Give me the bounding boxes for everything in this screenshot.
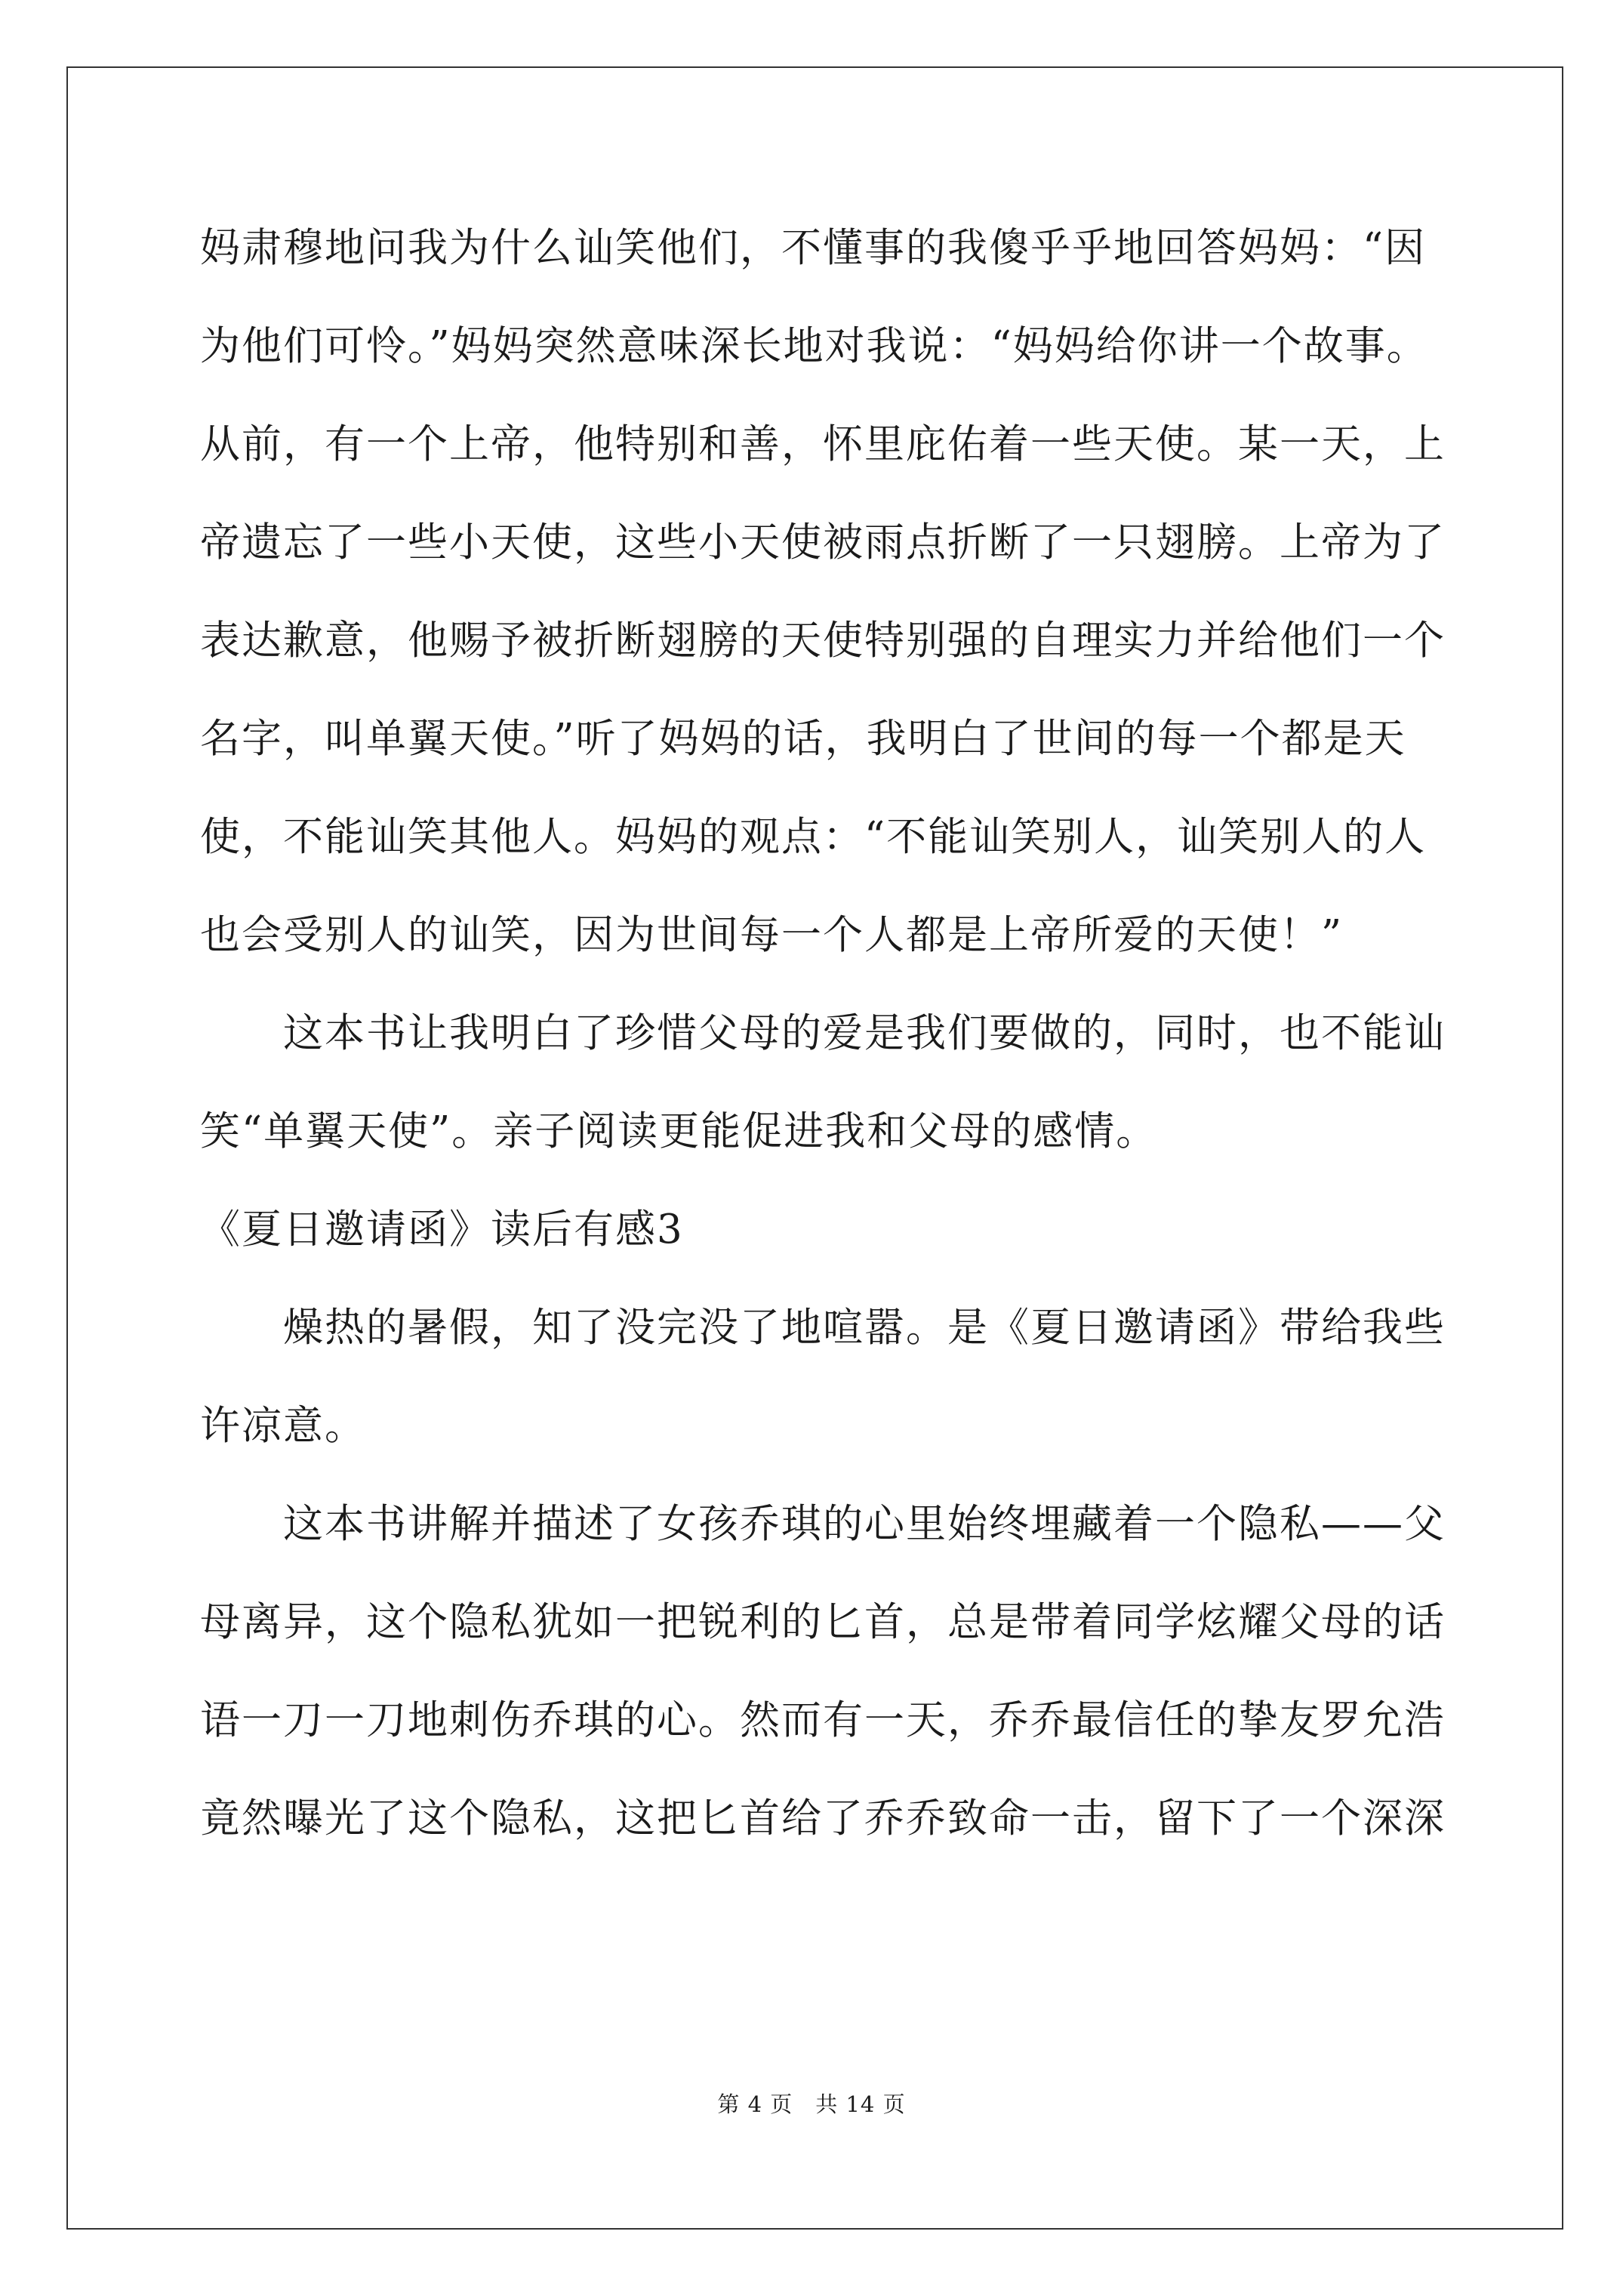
text-line: 竟然曝光了这个隐私，这把匕首给了乔乔致命一击，留下了一个深深 — [200, 1795, 1446, 1841]
document-body — [200, 199, 1446, 1868]
text-line: 妈肃穆地问我为什么讪笑他们，不懂事的我傻乎乎地回答妈妈：“因 — [200, 225, 1427, 271]
section-heading: 《夏日邀请函》读后有感3 — [200, 1207, 684, 1253]
text-line: 为他们可怜。”妈妈突然意味深长地对我说：“妈妈给你讲一个故事。 — [200, 323, 1428, 369]
text-line: 这本书让我明白了珍惜父母的爱是我们要做的，同时，也不能讪 — [200, 1010, 1446, 1056]
text-line: 使，不能讪笑其他人。妈妈的观点：“不能讪笑别人，讪笑别人的人 — [200, 814, 1427, 860]
text-line: 母离异，这个隐私犹如一把锐利的匕首，总是带着同学炫耀父母的话 — [200, 1599, 1446, 1645]
text-line: 从前，有一个上帝，他特别和善，怀里庇佑着一些天使。某一天，上 — [200, 421, 1446, 467]
text-line: 也会受别人的讪笑，因为世间每一个人都是上帝所爱的天使！” — [200, 912, 1344, 958]
text-line: 笑“单翼天使”。亲子阅读更能促进我和父母的感情。 — [200, 1108, 1158, 1154]
text-line: 许凉意。 — [200, 1403, 366, 1449]
text-line: 表达歉意，他赐予被折断翅膀的天使特别强的自理实力并给他们一个 — [200, 618, 1446, 664]
page-number-footer: 第 4 页 共 14 页 — [717, 2091, 906, 2117]
text-line: 帝遗忘了一些小天使，这些小天使被雨点折断了一只翅膀。上帝为了 — [200, 519, 1446, 566]
text-line: 燥热的暑假，知了没完没了地喧嚣。是《夏日邀请函》带给我些 — [200, 1305, 1446, 1351]
text-line: 这本书讲解并描述了女孩乔琪的心里始终埋藏着一个隐私——父 — [200, 1501, 1446, 1547]
text-line: 语一刀一刀地刺伤乔琪的心。然而有一天，乔乔最信任的挚友罗允浩 — [200, 1697, 1446, 1743]
text-line: 名字，叫单翼天使。”听了妈妈的话，我明白了世间的每一个都是天 — [200, 716, 1406, 762]
